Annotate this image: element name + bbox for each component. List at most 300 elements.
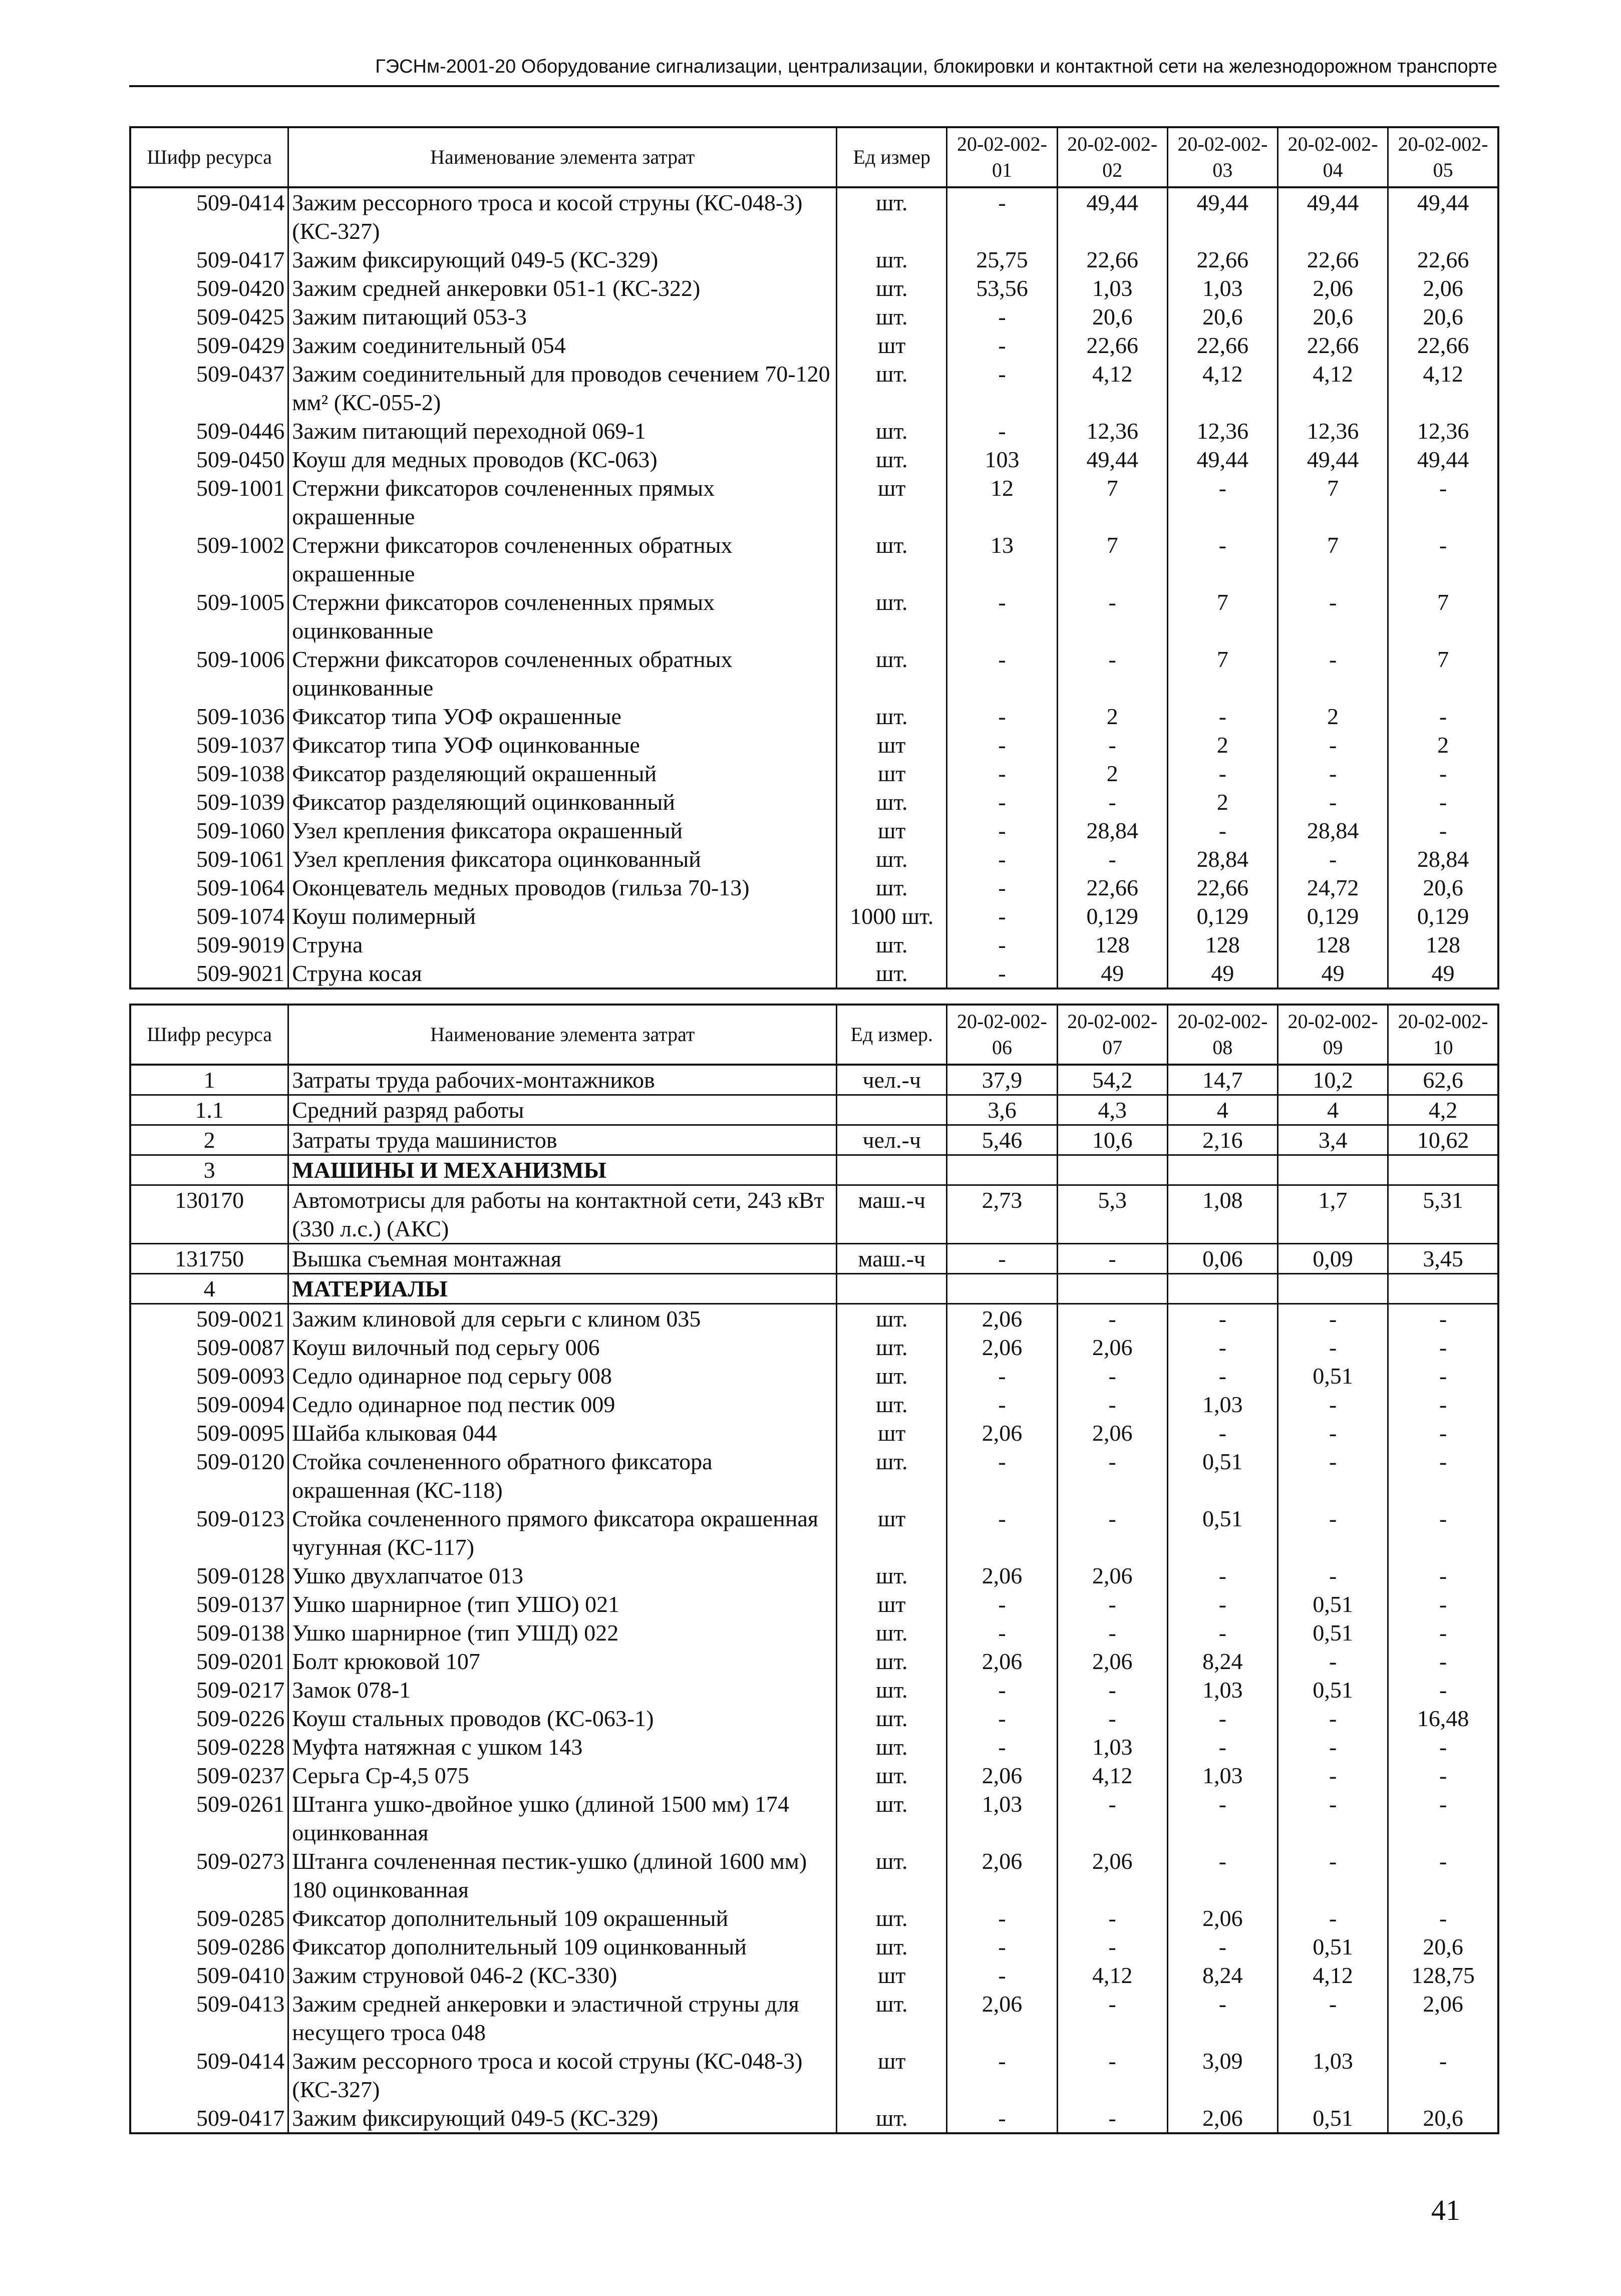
table-cell: - [1057, 2104, 1167, 2133]
column-header: 20-02-002-03 [1167, 127, 1277, 187]
table-cell: шт. [837, 1304, 947, 1334]
table-cell: 1,03 [1167, 1676, 1277, 1704]
column-header: Наименование элемента затрат [288, 127, 837, 187]
table-cell: 509-0413 [130, 1990, 288, 2047]
table-cell: - [947, 731, 1057, 759]
table-cell: 509-0420 [130, 274, 288, 302]
table-cell: - [1167, 531, 1277, 588]
table-cell: Стержни фиксаторов сочлененных прямых оцинкованные [288, 588, 837, 645]
table-cell: - [1057, 2047, 1167, 2104]
table-cell: 37,9 [947, 1065, 1057, 1095]
table-cell: шт [837, 1590, 947, 1618]
table-cell [1167, 1155, 1277, 1185]
table-row [130, 930, 1498, 959]
table-cell: Муфта натяжная с ушком 143 [288, 1733, 837, 1761]
table-cell: - [1388, 1561, 1498, 1590]
table-cell: 0,51 [1278, 1618, 1388, 1647]
table-row [130, 1362, 1498, 1390]
table-cell: - [1388, 1362, 1498, 1390]
table-cell: - [1388, 759, 1498, 788]
table-cell: Стойка сочлененного прямого фиксатора окрашенная чугунная (КС-117) [288, 1504, 837, 1561]
table-cell: - [947, 959, 1057, 989]
table-cell: 2,06 [1057, 1561, 1167, 1590]
table-cell: - [1057, 731, 1167, 759]
table-cell: Средний разряд работы [288, 1095, 837, 1125]
table-cell: - [1057, 1590, 1167, 1618]
table-cell: 128 [1057, 930, 1167, 959]
table-cell [837, 1095, 947, 1125]
table-cell: - [1388, 1304, 1498, 1334]
table-cell: Седло одинарное под пестик 009 [288, 1390, 837, 1419]
table-cell: 20,6 [1388, 302, 1498, 331]
table-cell: шт. [837, 245, 947, 274]
table-cell: МАШИНЫ И МЕХАНИЗМЫ [288, 1155, 837, 1185]
table-row [130, 360, 1498, 417]
table-cell: 2,06 [1057, 1419, 1167, 1447]
table-cell: 1,03 [947, 1790, 1057, 1847]
table-cell: 5,3 [1057, 1185, 1167, 1244]
table-cell: - [1167, 1590, 1277, 1618]
table-cell: 509-0137 [130, 1590, 288, 1618]
table-header-row [130, 127, 1498, 187]
table-cell: Фиксатор разделяющий оцинкованный [288, 788, 837, 816]
table-cell: 2,06 [947, 1647, 1057, 1676]
table-cell: Стержни фиксаторов сочлененных обратных окрашенные [288, 531, 837, 588]
table-row [130, 1561, 1498, 1590]
table-cell: - [1057, 588, 1167, 645]
table-cell: Затраты труда машинистов [288, 1125, 837, 1155]
table-cell: - [1057, 1390, 1167, 1419]
table-cell: 3,4 [1278, 1125, 1388, 1155]
table-cell: - [1278, 1647, 1388, 1676]
table-cell: - [1167, 1733, 1277, 1761]
table-cell: 22,66 [1167, 873, 1277, 902]
table-cell: 509-9021 [130, 959, 288, 989]
table-cell: - [947, 1504, 1057, 1561]
table-cell: 509-0437 [130, 360, 288, 417]
table-cell: 509-0120 [130, 1447, 288, 1504]
table-cell: 20,6 [1167, 302, 1277, 331]
table-cell [947, 1274, 1057, 1304]
table-cell: 509-1064 [130, 873, 288, 902]
table-cell: - [1167, 1362, 1277, 1390]
table-cell: - [1388, 702, 1498, 731]
table-cell: 509-0429 [130, 331, 288, 360]
table-body [130, 1065, 1498, 2133]
table-cell: 1 [130, 1065, 288, 1095]
table-cell: - [947, 1590, 1057, 1618]
table-cell: шт [837, 1504, 947, 1561]
table-cell: шт. [837, 1704, 947, 1733]
table-cell: шт [837, 816, 947, 845]
table-row [130, 1447, 1498, 1504]
table-cell: - [1278, 1447, 1388, 1504]
table-cell: Зажим средней анкеровки и эластичной струны для несущего троса 048 [288, 1990, 837, 2047]
table-cell: 25,75 [947, 245, 1057, 274]
table-cell: 22,66 [1388, 331, 1498, 360]
table-row [130, 1618, 1498, 1647]
table-cell: 509-0093 [130, 1362, 288, 1390]
table-cell: 14,7 [1167, 1065, 1277, 1095]
resource-table-1 [129, 126, 1499, 990]
table-cell: 130170 [130, 1185, 288, 1244]
table-cell: - [947, 1618, 1057, 1647]
table-row [130, 245, 1498, 274]
table-cell: 4,2 [1388, 1095, 1498, 1125]
table-cell: 509-0123 [130, 1504, 288, 1561]
table-cell: Зажим рессорного троса и косой струны (КС-048-3) (КС-327) [288, 2047, 837, 2104]
table-cell: 22,66 [1388, 245, 1498, 274]
table-cell: - [1057, 1244, 1167, 1274]
table-cell: 2,06 [1167, 1904, 1277, 1932]
table-cell: - [947, 360, 1057, 417]
table-cell: шт. [837, 1790, 947, 1847]
column-header: 20-02-002-07 [1057, 1005, 1167, 1065]
table-cell: - [1388, 1390, 1498, 1419]
table-cell: 509-0138 [130, 1618, 288, 1647]
table-cell: 54,2 [1057, 1065, 1167, 1095]
table-cell: шт. [837, 1932, 947, 1961]
table-cell: Вышка съемная монтажная [288, 1244, 837, 1274]
table-cell: 4,12 [1388, 360, 1498, 417]
table-cell: 12 [947, 474, 1057, 531]
table-cell: 7 [1057, 531, 1167, 588]
table-cell: шт [837, 331, 947, 360]
table-cell: 0,51 [1167, 1447, 1277, 1504]
table-cell: 49 [1388, 959, 1498, 989]
table-row [130, 2104, 1498, 2133]
table-cell: 7 [1278, 474, 1388, 531]
table-cell: 1,03 [1057, 1733, 1167, 1761]
table-cell: 509-0217 [130, 1676, 288, 1704]
table-row [130, 302, 1498, 331]
table-row [130, 1095, 1498, 1125]
table-row [130, 1185, 1498, 1244]
table-cell: - [1388, 531, 1498, 588]
table-cell: Коуш для медных проводов (КС-063) [288, 445, 837, 474]
table-cell: шт [837, 759, 947, 788]
table-cell [837, 1155, 947, 1185]
table-cell: 2,06 [947, 1847, 1057, 1904]
table-cell: - [1388, 1618, 1498, 1647]
table-cell: 5,46 [947, 1125, 1057, 1155]
table-cell: 1000 шт. [837, 902, 947, 930]
table-cell [837, 1274, 947, 1304]
table-row [130, 873, 1498, 902]
table-cell: - [1278, 1847, 1388, 1904]
table-row [130, 959, 1498, 989]
table-cell [1057, 1155, 1167, 1185]
table-cell: - [947, 645, 1057, 702]
table-row [130, 588, 1498, 645]
table-cell: - [1278, 1704, 1388, 1733]
table-cell: - [1278, 1761, 1388, 1790]
table-cell: - [1278, 588, 1388, 645]
table-cell: шт [837, 2047, 947, 2104]
table-cell: Фиксатор дополнительный 109 окрашенный [288, 1904, 837, 1932]
table-cell: 509-0414 [130, 187, 288, 245]
table-cell: Фиксатор разделяющий окрашенный [288, 759, 837, 788]
table-cell: 509-0450 [130, 445, 288, 474]
table-header-row [130, 1005, 1498, 1065]
table-cell: 4 [130, 1274, 288, 1304]
table-cell [1388, 1274, 1498, 1304]
column-header: 20-02-002-02 [1057, 127, 1167, 187]
table-cell: - [1388, 2047, 1498, 2104]
table-row [130, 816, 1498, 845]
table-cell: шт. [837, 360, 947, 417]
table-cell: 1,7 [1278, 1185, 1388, 1244]
table-cell: - [1057, 1932, 1167, 1961]
table-cell: - [1167, 1304, 1277, 1334]
table-row [130, 274, 1498, 302]
table-cell: 509-0285 [130, 1904, 288, 1932]
table-cell: 128 [1278, 930, 1388, 959]
table-cell: 8,24 [1167, 1647, 1277, 1676]
table-cell: Штанга ушко-двойное ушко (длиной 1500 мм) 174 оцинкованная [288, 1790, 837, 1847]
table-cell: 2,06 [1278, 274, 1388, 302]
table-row [130, 1304, 1498, 1334]
table-cell: 509-0228 [130, 1733, 288, 1761]
table-cell: 2 [1388, 731, 1498, 759]
table-cell: 49,44 [1167, 187, 1277, 245]
table-body [130, 187, 1498, 989]
table-cell: 62,6 [1388, 1065, 1498, 1095]
table-cell: Зажим фиксирующий 049-5 (КС-329) [288, 2104, 837, 2133]
table-row [130, 902, 1498, 930]
table-cell: 49,44 [1057, 187, 1167, 245]
table-cell: - [1278, 1904, 1388, 1932]
table-row [130, 1647, 1498, 1676]
table-cell: 0,129 [1388, 902, 1498, 930]
table-cell: Ушко шарнирное (тип УШД) 022 [288, 1618, 837, 1647]
table-cell: шт. [837, 1990, 947, 2047]
table-row [130, 187, 1498, 245]
table-cell: 20,6 [1278, 302, 1388, 331]
table-cell: Узел крепления фиксатора окрашенный [288, 816, 837, 845]
table-cell: - [1057, 788, 1167, 816]
table-cell: 509-0410 [130, 1961, 288, 1990]
table-cell [1278, 1274, 1388, 1304]
table-cell: Ушко двухлапчатое 013 [288, 1561, 837, 1590]
table-cell: 22,66 [1057, 245, 1167, 274]
table-cell: 509-0446 [130, 417, 288, 445]
table-cell: 509-1074 [130, 902, 288, 930]
column-header: 20-02-002-10 [1388, 1005, 1498, 1065]
table-cell: - [1388, 788, 1498, 816]
page-number: 41 [1431, 2194, 1460, 2226]
table-cell: Зажим соединительный для проводов сечением 70-120 мм² (КС-055-2) [288, 360, 837, 417]
table-cell: - [1278, 845, 1388, 873]
table-row [130, 1390, 1498, 1419]
table-cell: 2,06 [947, 1761, 1057, 1790]
table-cell: Струна косая [288, 959, 837, 989]
table-cell: 7 [1388, 588, 1498, 645]
table-cell: - [1167, 1790, 1277, 1847]
table-cell: 2 [1057, 702, 1167, 731]
table-row [130, 731, 1498, 759]
table-row [130, 1065, 1498, 1095]
table-cell: - [947, 1704, 1057, 1733]
table-cell: 4,12 [1167, 360, 1277, 417]
table-cell: 2,06 [1388, 274, 1498, 302]
table-cell: 2,06 [947, 1419, 1057, 1447]
table-cell: - [1278, 1333, 1388, 1362]
table-cell [1388, 1155, 1498, 1185]
table-cell: 509-0226 [130, 1704, 288, 1733]
table-cell: 1,08 [1167, 1185, 1277, 1244]
table-cell: 1,03 [1167, 274, 1277, 302]
table-cell: 2 [1167, 788, 1277, 816]
table-cell: - [947, 2047, 1057, 2104]
table-cell [1278, 1155, 1388, 1185]
table-cell: 509-1036 [130, 702, 288, 731]
table-cell: шт. [837, 531, 947, 588]
table-cell: 1.1 [130, 1095, 288, 1125]
table-row [130, 331, 1498, 360]
table-cell: 3,45 [1388, 1244, 1498, 1274]
table-cell: Фиксатор дополнительный 109 оцинкованный [288, 1932, 837, 1961]
table-cell: - [947, 1362, 1057, 1390]
table-cell: Затраты труда рабочих-монтажников [288, 1065, 837, 1095]
table-row [130, 645, 1498, 702]
table-cell: 10,2 [1278, 1065, 1388, 1095]
table-cell: 0,06 [1167, 1244, 1277, 1274]
table-cell: Зажим фиксирующий 049-5 (КС-329) [288, 245, 837, 274]
table-cell: 1,03 [1057, 274, 1167, 302]
table-cell: - [947, 1904, 1057, 1932]
table-cell: - [1167, 816, 1277, 845]
table-cell: 509-1061 [130, 845, 288, 873]
table-cell: 28,84 [1388, 845, 1498, 873]
table-cell: шт. [837, 588, 947, 645]
table-cell: - [1388, 1504, 1498, 1561]
table-cell: Коуш стальных проводов (КС-063-1) [288, 1704, 837, 1733]
table-cell: - [947, 331, 1057, 360]
column-header: Шифр ресурса [130, 127, 288, 187]
table-cell: 0,129 [1278, 902, 1388, 930]
table-cell: 2 [1167, 731, 1277, 759]
table-cell: 2,06 [1057, 1847, 1167, 1904]
table-cell: Стержни фиксаторов сочлененных обратных оцинкованные [288, 645, 837, 702]
table-cell: - [1388, 1419, 1498, 1447]
table-cell: - [947, 187, 1057, 245]
column-header: Наименование элемента затрат [288, 1005, 837, 1065]
table-cell: 509-0273 [130, 1847, 288, 1904]
table-cell: - [947, 930, 1057, 959]
table-cell: Коуш полимерный [288, 902, 837, 930]
table-cell: Зажим клиновой для серьги с клином 035 [288, 1304, 837, 1334]
table-cell: Узел крепления фиксатора оцинкованный [288, 845, 837, 873]
table-cell: - [947, 302, 1057, 331]
table-cell: 20,6 [1388, 2104, 1498, 2133]
table-cell: 3 [130, 1155, 288, 1185]
table-cell: - [1388, 1447, 1498, 1504]
table-cell: - [947, 1390, 1057, 1419]
column-header: 20-02-002-04 [1278, 127, 1388, 187]
table-cell: - [947, 788, 1057, 816]
table-cell: Оконцеватель медных проводов (гильза 70-13) [288, 873, 837, 902]
table-cell: Ушко шарнирное (тип УШО) 021 [288, 1590, 837, 1618]
table-cell: Шайба клыковая 044 [288, 1419, 837, 1447]
table-cell: чел.-ч [837, 1065, 947, 1095]
table-cell: 2,06 [1057, 1333, 1167, 1362]
table-cell: - [947, 1932, 1057, 1961]
table-cell: шт [837, 1419, 947, 1447]
table-cell: 509-0425 [130, 302, 288, 331]
table-cell: 20,6 [1388, 873, 1498, 902]
table-cell: 1,03 [1167, 1390, 1277, 1419]
table-cell: - [1278, 788, 1388, 816]
table-cell: 4,12 [1278, 1961, 1388, 1990]
table-cell: - [1167, 1561, 1277, 1590]
table-row [130, 1244, 1498, 1274]
table-cell: - [1167, 1990, 1277, 2047]
table-cell: 49,44 [1388, 445, 1498, 474]
table-row [130, 1125, 1498, 1155]
table-cell: 509-0417 [130, 2104, 288, 2133]
table-cell: - [1167, 1704, 1277, 1733]
table-cell: 2,06 [1388, 1990, 1498, 2047]
table-row [130, 1274, 1498, 1304]
table-cell: 28,84 [1167, 845, 1277, 873]
running-header: ГЭСНм-2001-20 Оборудование сигнализации, централизации, блокировки и контактной сети на железнодорожном транспорте [375, 56, 1497, 77]
table-cell: 0,51 [1278, 1676, 1388, 1704]
table-cell: 509-0417 [130, 245, 288, 274]
table-cell: - [1278, 759, 1388, 788]
table-cell: - [1388, 1590, 1498, 1618]
table-cell: 12,36 [1057, 417, 1167, 445]
table-cell: 128 [1388, 930, 1498, 959]
table-cell: 0,51 [1278, 1932, 1388, 1961]
table-cell: МАТЕРИАЛЫ [288, 1274, 837, 1304]
table-cell: 0,51 [1278, 1590, 1388, 1618]
table-cell: 509-0261 [130, 1790, 288, 1847]
table-cell: 509-1002 [130, 531, 288, 588]
table-cell: Зажим рессорного троса и косой струны (КС-048-3) (КС-327) [288, 187, 837, 245]
table-cell [1057, 1274, 1167, 1304]
table-cell: Струна [288, 930, 837, 959]
table-row [130, 1704, 1498, 1733]
column-header: Шифр ресурса [130, 1005, 288, 1065]
table-cell: 49 [1057, 959, 1167, 989]
table-cell: шт. [837, 645, 947, 702]
table-cell: Болт крюковой 107 [288, 1647, 837, 1676]
table-cell: 0,51 [1167, 1504, 1277, 1561]
table-cell: 22,66 [1167, 331, 1277, 360]
table-cell: - [947, 1676, 1057, 1704]
table-cell: 4,12 [1278, 360, 1388, 417]
table-cell: Коуш вилочный под серьгу 006 [288, 1333, 837, 1362]
table-row [130, 1419, 1498, 1447]
table-cell: - [1278, 731, 1388, 759]
table-cell: 20,6 [1057, 302, 1167, 331]
table-cell: - [1388, 1761, 1498, 1790]
table-cell: шт. [837, 2104, 947, 2133]
table-cell: 2,06 [947, 1333, 1057, 1362]
table-cell: Зажим струновой 046-2 (КС-330) [288, 1961, 837, 1990]
table-cell: - [1388, 1847, 1498, 1904]
table-cell: шт. [837, 445, 947, 474]
table-cell: 0,51 [1278, 1362, 1388, 1390]
table-cell: 509-1038 [130, 759, 288, 788]
table-cell: - [1278, 1504, 1388, 1561]
table-cell: 49 [1278, 959, 1388, 989]
table-row [130, 1761, 1498, 1790]
table-cell: шт. [837, 930, 947, 959]
table-cell: 49,44 [1057, 445, 1167, 474]
table-row [130, 1904, 1498, 1932]
